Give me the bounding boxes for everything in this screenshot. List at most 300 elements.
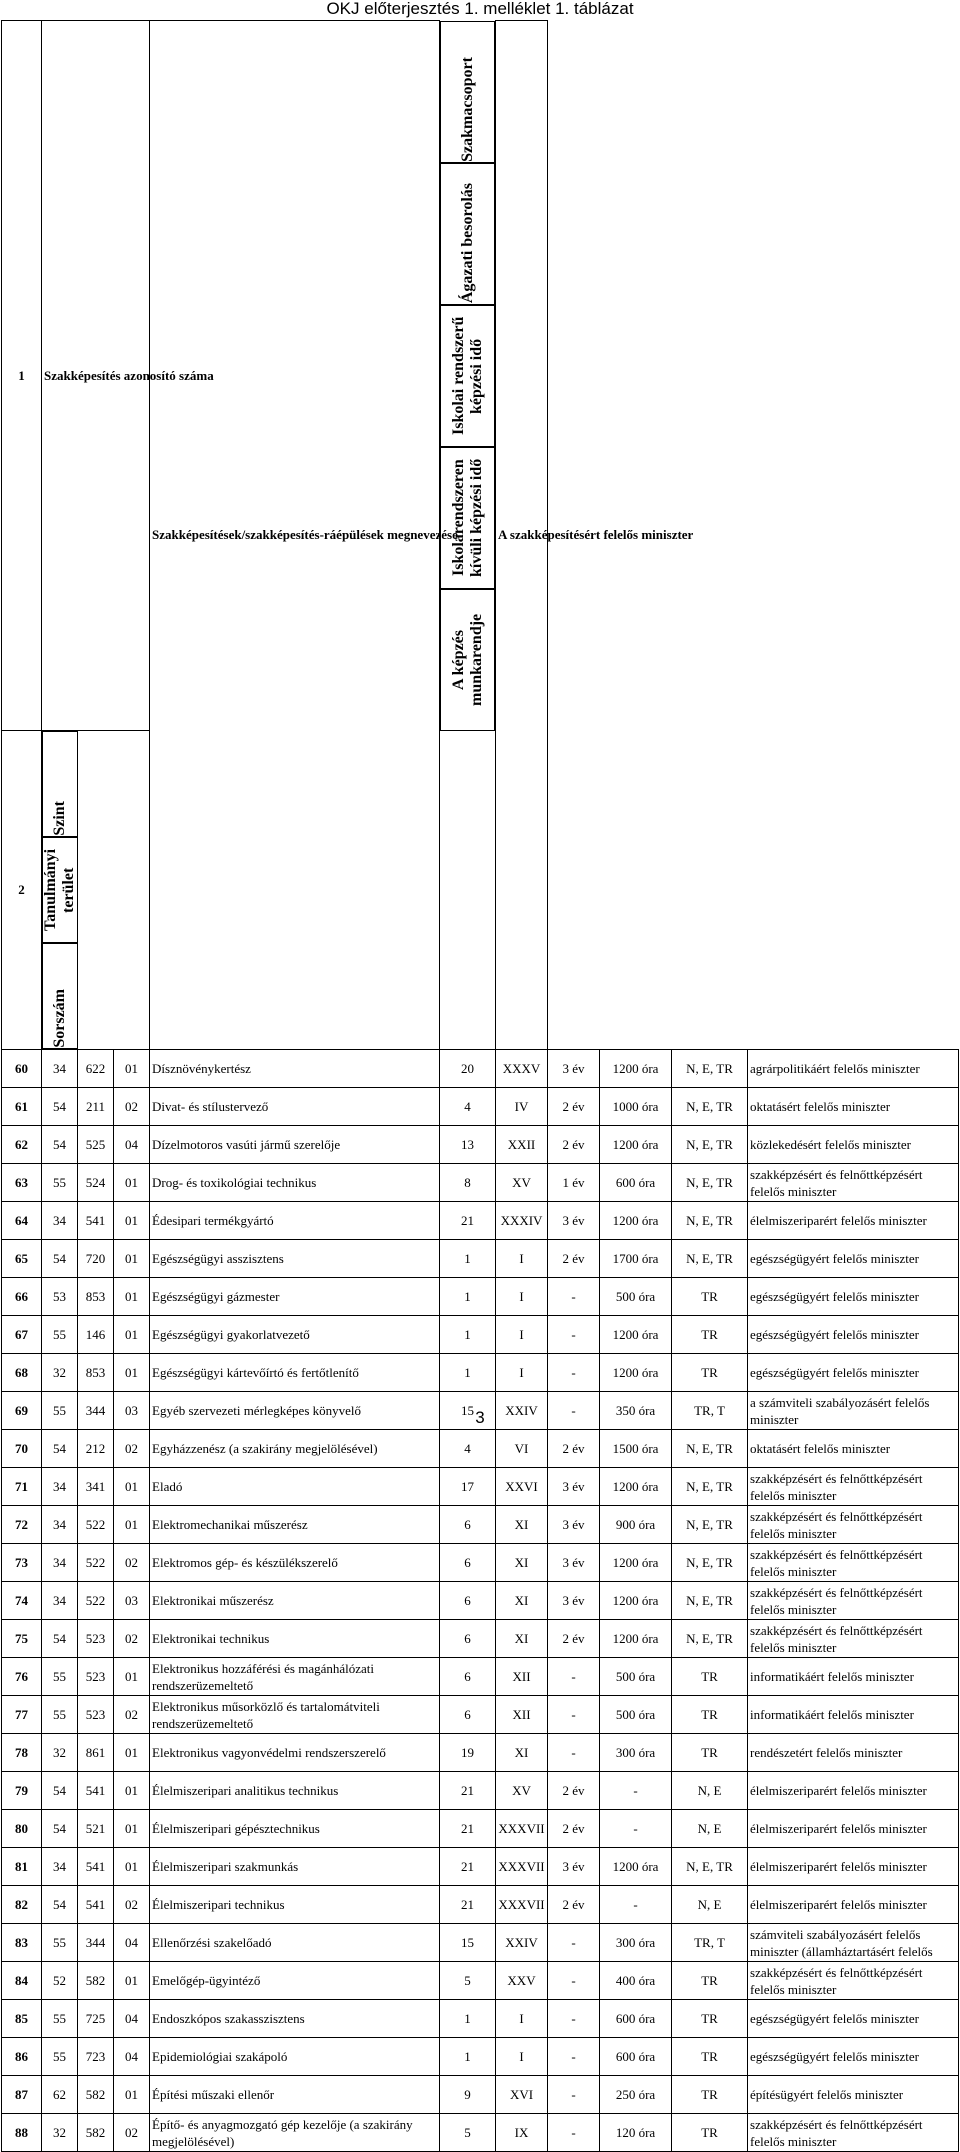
row-number: 62 — [2, 1126, 42, 1164]
szakmacsoport-cell: 6 — [440, 1658, 496, 1696]
qualification-name: Elektromos gép- és készülékszerelő — [150, 1544, 440, 1582]
row-number: 76 — [2, 1658, 42, 1696]
iskolai-ido-cell: 2 év — [548, 1240, 600, 1278]
row-number: 66 — [2, 1278, 42, 1316]
szint-cell: 55 — [42, 1696, 78, 1734]
responsible-minister: élelmiszeriparért felelős miniszter — [748, 1848, 959, 1886]
iskolan-kivuli-ido-cell: 1200 óra — [600, 1468, 672, 1506]
agazati-besorolas-cell: I — [496, 1278, 548, 1316]
qualification-name: Egészségügyi gázmester — [150, 1278, 440, 1316]
agazati-besorolas-cell: XXXVII — [496, 1848, 548, 1886]
munkarend-cell: TR — [672, 1354, 748, 1392]
iskolan-kivuli-ido-cell: 350 óra — [600, 1392, 672, 1430]
qualification-name: Élelmiszeripari analitikus technikus — [150, 1772, 440, 1810]
munkarend-cell: TR, T — [672, 1392, 748, 1430]
munkarend-cell: N, E, TR — [672, 1430, 748, 1468]
szint-cell: 62 — [42, 2076, 78, 2114]
agazati-besorolas-cell: I — [496, 1240, 548, 1278]
header-agazati-besorolas: Ágazati besorolás — [440, 163, 495, 305]
qualification-name: Egészségügyi asszisztens — [150, 1240, 440, 1278]
szakmacsoport-cell: 21 — [440, 1810, 496, 1848]
sorszam-cell: 04 — [114, 2038, 150, 2076]
row-number: 88 — [2, 2114, 42, 2152]
header-iskolarendszeren-kivuli-ido: Iskolarendszeren kívüli képzési idő — [440, 447, 495, 589]
qualification-name: Ellenőrzési szakelőadó — [150, 1924, 440, 1962]
munkarend-cell: TR — [672, 1316, 748, 1354]
responsible-minister: informatikáért felelős miniszter — [748, 1658, 959, 1696]
munkarend-cell: N, E — [672, 1886, 748, 1924]
qualification-name: Endoszkópos szakasszisztens — [150, 2000, 440, 2038]
iskolan-kivuli-ido-cell: 1000 óra — [600, 1088, 672, 1126]
row-number: 65 — [2, 1240, 42, 1278]
szint-cell: 55 — [42, 2000, 78, 2038]
responsible-minister: egészségügyért felelős miniszter — [748, 2038, 959, 2076]
munkarend-cell: N, E, TR — [672, 1506, 748, 1544]
agazati-besorolas-cell: XXXVII — [496, 1886, 548, 1924]
szakmacsoport-cell: 1 — [440, 2000, 496, 2038]
szint-cell: 52 — [42, 1962, 78, 2000]
sorszam-cell: 02 — [114, 1088, 150, 1126]
agazati-besorolas-cell: XI — [496, 1620, 548, 1658]
sorszam-cell: 01 — [114, 1810, 150, 1848]
iskolan-kivuli-ido-cell: 500 óra — [600, 1658, 672, 1696]
szint-cell: 34 — [42, 1544, 78, 1582]
szakmacsoport-cell: 6 — [440, 1544, 496, 1582]
agazati-besorolas-cell: XII — [496, 1696, 548, 1734]
iskolan-kivuli-ido-cell: 1200 óra — [600, 1202, 672, 1240]
szint-cell: 55 — [42, 1658, 78, 1696]
iskolan-kivuli-ido-cell: 1200 óra — [600, 1620, 672, 1658]
row-number: 73 — [2, 1544, 42, 1582]
munkarend-cell: N, E — [672, 1810, 748, 1848]
table-row — [2, 1088, 959, 1126]
szint-cell: 54 — [42, 1126, 78, 1164]
iskolai-ido-cell: 2 év — [548, 1088, 600, 1126]
sorszam-cell: 04 — [114, 1126, 150, 1164]
qualification-name: Elektronikai technikus — [150, 1620, 440, 1658]
responsible-minister: egészségügyért felelős miniszter — [748, 1316, 959, 1354]
agazati-besorolas-cell: I — [496, 2000, 548, 2038]
header-qualification-id: Szakképesítés azonosító száma — [42, 21, 150, 731]
sorszam-cell: 01 — [114, 1772, 150, 1810]
row-number: 78 — [2, 1734, 42, 1772]
szakmacsoport-cell: 5 — [440, 1962, 496, 2000]
iskolan-kivuli-ido-cell: 500 óra — [600, 1278, 672, 1316]
agazati-besorolas-cell: IX — [496, 2114, 548, 2152]
responsible-minister: élelmiszeriparért felelős miniszter — [748, 1886, 959, 1924]
row-number: 67 — [2, 1316, 42, 1354]
qualification-name: Drog- és toxikológiai technikus — [150, 1164, 440, 1202]
table-row — [2, 1658, 959, 1696]
iskolai-ido-cell: 2 év — [548, 1810, 600, 1848]
szint-cell: 54 — [42, 1088, 78, 1126]
table-row — [2, 1582, 959, 1620]
row-number: 84 — [2, 1962, 42, 2000]
szint-cell: 54 — [42, 1810, 78, 1848]
responsible-minister: egészségügyért felelős miniszter — [748, 2000, 959, 2038]
szakmacsoport-cell: 6 — [440, 1506, 496, 1544]
table-row — [2, 1734, 959, 1772]
tanulmanyi-terulet-cell: 146 — [78, 1316, 114, 1354]
tanulmanyi-terulet-cell: 861 — [78, 1734, 114, 1772]
row-number: 64 — [2, 1202, 42, 1240]
agazati-besorolas-cell: XI — [496, 1544, 548, 1582]
agazati-besorolas-cell: I — [496, 2038, 548, 2076]
iskolan-kivuli-ido-cell: 250 óra — [600, 2076, 672, 2114]
table-row — [2, 1126, 959, 1164]
agazati-besorolas-cell: XXXV — [496, 1050, 548, 1088]
munkarend-cell: N, E, TR — [672, 1164, 748, 1202]
qualification-name: Elektronikus vagyonvédelmi rendszerszerelő — [150, 1734, 440, 1772]
sorszam-cell: 01 — [114, 1468, 150, 1506]
iskolai-ido-cell: 3 év — [548, 1202, 600, 1240]
qualification-name: Egyéb szervezeti mérlegképes könyvelő — [150, 1392, 440, 1430]
sorszam-cell: 02 — [114, 1886, 150, 1924]
iskolai-ido-cell: - — [548, 1316, 600, 1354]
munkarend-cell: TR — [672, 1734, 748, 1772]
szakmacsoport-cell: 8 — [440, 1164, 496, 1202]
qualification-name: Építési műszaki ellenőr — [150, 2076, 440, 2114]
szint-cell: 32 — [42, 1734, 78, 1772]
sorszam-cell: 02 — [114, 2114, 150, 2152]
table-row — [2, 1810, 959, 1848]
iskolan-kivuli-ido-cell: 300 óra — [600, 1734, 672, 1772]
iskolai-ido-cell: 3 év — [548, 1848, 600, 1886]
responsible-minister: agrárpolitikáért felelős miniszter — [748, 1050, 959, 1088]
sorszam-cell: 04 — [114, 2000, 150, 2038]
iskolan-kivuli-ido-cell: 1200 óra — [600, 1050, 672, 1088]
row-number: 85 — [2, 2000, 42, 2038]
iskolan-kivuli-ido-cell: 300 óra — [600, 1924, 672, 1962]
sorszam-cell: 01 — [114, 1506, 150, 1544]
iskolan-kivuli-ido-cell: 120 óra — [600, 2114, 672, 2152]
munkarend-cell: N, E — [672, 1772, 748, 1810]
iskolai-ido-cell: - — [548, 1696, 600, 1734]
szint-cell: 53 — [42, 1278, 78, 1316]
page-number: 3 — [475, 1408, 485, 1427]
szint-cell: 54 — [42, 1240, 78, 1278]
qualification-name: Dísznövénykertész — [150, 1050, 440, 1088]
agazati-besorolas-cell: XXXVII — [496, 1810, 548, 1848]
szint-cell: 32 — [42, 2114, 78, 2152]
sorszam-cell: 01 — [114, 1050, 150, 1088]
agazati-besorolas-cell: XXIV — [496, 1392, 548, 1430]
tanulmanyi-terulet-cell: 582 — [78, 2076, 114, 2114]
agazati-besorolas-cell: XV — [496, 1164, 548, 1202]
iskolan-kivuli-ido-cell: 600 óra — [600, 2000, 672, 2038]
szakmacsoport-cell: 21 — [440, 1886, 496, 1924]
munkarend-cell: TR — [672, 2000, 748, 2038]
qualification-name: Epidemiológiai szakápoló — [150, 2038, 440, 2076]
qualification-name: Divat- és stílustervező — [150, 1088, 440, 1126]
munkarend-cell: TR, T — [672, 1924, 748, 1962]
tanulmanyi-terulet-cell: 582 — [78, 1962, 114, 2000]
szakmacsoport-cell: 4 — [440, 1430, 496, 1468]
szint-cell: 55 — [42, 1316, 78, 1354]
qualification-name: Élelmiszeripari gépésztechnikus — [150, 1810, 440, 1848]
table-row — [2, 1544, 959, 1582]
table-row — [2, 1924, 959, 1962]
sorszam-cell: 01 — [114, 1848, 150, 1886]
sorszam-cell: 01 — [114, 1658, 150, 1696]
qualification-name: Élelmiszeripari technikus — [150, 1886, 440, 1924]
agazati-besorolas-cell: XXII — [496, 1126, 548, 1164]
szakmacsoport-cell: 21 — [440, 1772, 496, 1810]
responsible-minister: szakképzésért és felnőttképzésért felelős miniszter — [748, 1468, 959, 1506]
tanulmanyi-terulet-cell: 525 — [78, 1126, 114, 1164]
table-row — [2, 1316, 959, 1354]
szakmacsoport-cell: 21 — [440, 1848, 496, 1886]
tanulmanyi-terulet-cell: 523 — [78, 1620, 114, 1658]
table-row — [2, 2076, 959, 2114]
responsible-minister: közlekedésért felelős miniszter — [748, 1126, 959, 1164]
munkarend-cell: TR — [672, 1962, 748, 2000]
sorszam-cell: 01 — [114, 1962, 150, 2000]
sorszam-cell: 02 — [114, 1430, 150, 1468]
szint-cell: 54 — [42, 1886, 78, 1924]
qualification-table — [1, 20, 959, 2152]
munkarend-cell: TR — [672, 1658, 748, 1696]
table-row — [2, 1050, 959, 1088]
row-number: 60 — [2, 1050, 42, 1088]
header-szint: Szint — [42, 731, 78, 837]
header-row-1 — [2, 21, 959, 731]
szakmacsoport-cell: 20 — [440, 1050, 496, 1088]
table-row — [2, 1506, 959, 1544]
row-number: 82 — [2, 1886, 42, 1924]
szakmacsoport-cell: 4 — [440, 1088, 496, 1126]
sorszam-cell: 01 — [114, 1278, 150, 1316]
agazati-besorolas-cell: XV — [496, 1772, 548, 1810]
iskolan-kivuli-ido-cell: 400 óra — [600, 1962, 672, 2000]
header-qualification-name: Szakképesítések/szakképesítés-ráépülések megnevezése — [150, 21, 440, 1050]
responsible-minister: építésügyért felelős miniszter — [748, 2076, 959, 2114]
iskolai-ido-cell: 1 év — [548, 1164, 600, 1202]
munkarend-cell: N, E, TR — [672, 1468, 748, 1506]
responsible-minister: szakképzésért és felnőttképzésért felelős miniszter — [748, 1962, 959, 2000]
agazati-besorolas-cell: XI — [496, 1734, 548, 1772]
agazati-besorolas-cell: XXVI — [496, 1468, 548, 1506]
responsible-minister: egészségügyért felelős miniszter — [748, 1278, 959, 1316]
sorszam-cell: 01 — [114, 1316, 150, 1354]
document-title: OKJ előterjesztés 1. melléklet 1. táblázat — [326, 0, 634, 18]
iskolan-kivuli-ido-cell: 1200 óra — [600, 1582, 672, 1620]
iskolan-kivuli-ido-cell: 1200 óra — [600, 1316, 672, 1354]
table-row — [2, 1772, 959, 1810]
agazati-besorolas-cell: I — [496, 1316, 548, 1354]
iskolai-ido-cell: - — [548, 1392, 600, 1430]
munkarend-cell: TR — [672, 1278, 748, 1316]
sorszam-cell: 03 — [114, 1392, 150, 1430]
szint-cell: 54 — [42, 1430, 78, 1468]
agazati-besorolas-cell: XII — [496, 1658, 548, 1696]
iskolan-kivuli-ido-cell: 1500 óra — [600, 1430, 672, 1468]
szint-cell: 34 — [42, 1468, 78, 1506]
tanulmanyi-terulet-cell: 541 — [78, 1202, 114, 1240]
tanulmanyi-terulet-cell: 212 — [78, 1430, 114, 1468]
iskolan-kivuli-ido-cell: 1200 óra — [600, 1126, 672, 1164]
munkarend-cell: N, E, TR — [672, 1620, 748, 1658]
iskolai-ido-cell: - — [548, 2000, 600, 2038]
munkarend-cell: TR — [672, 1696, 748, 1734]
szakmacsoport-cell: 1 — [440, 1316, 496, 1354]
iskolai-ido-cell: - — [548, 2114, 600, 2152]
row-number: 74 — [2, 1582, 42, 1620]
iskolai-ido-cell: 3 év — [548, 1050, 600, 1088]
iskolan-kivuli-ido-cell: 1200 óra — [600, 1354, 672, 1392]
responsible-minister: szakképzésért és felnőttképzésért felelős miniszter — [748, 1544, 959, 1582]
agazati-besorolas-cell: VI — [496, 1430, 548, 1468]
tanulmanyi-terulet-cell: 521 — [78, 1810, 114, 1848]
table-row — [2, 1468, 959, 1506]
table-row — [2, 1696, 959, 1734]
szakmacsoport-cell: 5 — [440, 2114, 496, 2152]
row-number: 63 — [2, 1164, 42, 1202]
qualification-name: Elektronikus műsorközlő és tartalomátviteli rendszerüzemeltető — [150, 1696, 440, 1734]
row-number: 69 — [2, 1392, 42, 1430]
agazati-besorolas-cell: XI — [496, 1582, 548, 1620]
szakmacsoport-cell: 1 — [440, 1278, 496, 1316]
szint-cell: 54 — [42, 1772, 78, 1810]
iskolai-ido-cell: 2 év — [548, 1772, 600, 1810]
sorszam-cell: 01 — [114, 1202, 150, 1240]
sorszam-cell: 01 — [114, 1164, 150, 1202]
table-row — [2, 1240, 959, 1278]
qualification-name: Egészségügyi gyakorlatvezető — [150, 1316, 440, 1354]
qualification-name: Emelőgép-ügyintéző — [150, 1962, 440, 2000]
iskolan-kivuli-ido-cell: - — [600, 1886, 672, 1924]
qualification-name: Eladó — [150, 1468, 440, 1506]
munkarend-cell: TR — [672, 2114, 748, 2152]
row-number: 75 — [2, 1620, 42, 1658]
table-row — [2, 1164, 959, 1202]
responsible-minister: élelmiszeriparért felelős miniszter — [748, 1772, 959, 1810]
row-number: 83 — [2, 1924, 42, 1962]
row-number: 68 — [2, 1354, 42, 1392]
munkarend-cell: N, E, TR — [672, 1126, 748, 1164]
szakmacsoport-cell: 1 — [440, 2038, 496, 2076]
header-munkarend: A képzés munkarendje — [440, 589, 495, 731]
szakmacsoport-cell: 6 — [440, 1696, 496, 1734]
iskolai-ido-cell: - — [548, 1962, 600, 2000]
qualification-name: Elektromechanikai műszerész — [150, 1506, 440, 1544]
tanulmanyi-terulet-cell: 522 — [78, 1544, 114, 1582]
responsible-minister: szakképzésért és felnőttképzésért felelős miniszter — [748, 1506, 959, 1544]
tanulmanyi-terulet-cell: 524 — [78, 1164, 114, 1202]
iskolai-ido-cell: 3 év — [548, 1506, 600, 1544]
sorszam-cell: 01 — [114, 1354, 150, 1392]
szakmacsoport-cell: 13 — [440, 1126, 496, 1164]
qualification-name: Építő- és anyagmozgató gép kezelője (a szakirány megjelölésével) — [150, 2114, 440, 2152]
tanulmanyi-terulet-cell: 522 — [78, 1506, 114, 1544]
tanulmanyi-terulet-cell: 720 — [78, 1240, 114, 1278]
header-tanulmanyi-terulet: Tanulmányi terület — [42, 837, 78, 943]
iskolai-ido-cell: 2 év — [548, 1126, 600, 1164]
szakmacsoport-cell: 6 — [440, 1582, 496, 1620]
agazati-besorolas-cell: IV — [496, 1088, 548, 1126]
iskolai-ido-cell: - — [548, 1658, 600, 1696]
munkarend-cell: N, E, TR — [672, 1240, 748, 1278]
table-row — [2, 2000, 959, 2038]
header-responsible-minister: A szakképesítésért felelős miniszter — [496, 21, 548, 1050]
iskolan-kivuli-ido-cell: 900 óra — [600, 1506, 672, 1544]
responsible-minister: oktatásért felelős miniszter — [748, 1430, 959, 1468]
tanulmanyi-terulet-cell: 541 — [78, 1848, 114, 1886]
qualification-name: Egyházzenész (a szakirány megjelölésével) — [150, 1430, 440, 1468]
table-row — [2, 1278, 959, 1316]
agazati-besorolas-cell: XXXIV — [496, 1202, 548, 1240]
munkarend-cell: N, E, TR — [672, 1544, 748, 1582]
iskolan-kivuli-ido-cell: - — [600, 1772, 672, 1810]
sorszam-cell: 01 — [114, 1734, 150, 1772]
iskolai-ido-cell: - — [548, 1278, 600, 1316]
szint-cell: 55 — [42, 1392, 78, 1430]
row-number: 80 — [2, 1810, 42, 1848]
table-row — [2, 2114, 959, 2152]
munkarend-cell: TR — [672, 2076, 748, 2114]
tanulmanyi-terulet-cell: 853 — [78, 1354, 114, 1392]
szint-cell: 34 — [42, 1848, 78, 1886]
munkarend-cell: TR — [672, 2038, 748, 2076]
row-number: 79 — [2, 1772, 42, 1810]
header-iskolai-kepzesi-ido: Iskolai rendszerű képzési idő — [440, 305, 495, 447]
tanulmanyi-terulet-cell: 522 — [78, 1582, 114, 1620]
tanulmanyi-terulet-cell: 725 — [78, 2000, 114, 2038]
row-number: 61 — [2, 1088, 42, 1126]
szakmacsoport-cell: 6 — [440, 1620, 496, 1658]
sorszam-cell: 01 — [114, 1240, 150, 1278]
qualification-name: Elektronikus hozzáférési és magánhálózati rendszerüzemeltető — [150, 1658, 440, 1696]
szakmacsoport-cell: 15 — [440, 1392, 496, 1430]
table-row — [2, 2038, 959, 2076]
iskolai-ido-cell: - — [548, 2038, 600, 2076]
iskolan-kivuli-ido-cell: 600 óra — [600, 2038, 672, 2076]
szint-cell: 34 — [42, 1582, 78, 1620]
iskolai-ido-cell: - — [548, 1734, 600, 1772]
responsible-minister: egészségügyért felelős miniszter — [748, 1240, 959, 1278]
szint-cell: 34 — [42, 1202, 78, 1240]
szakmacsoport-cell: 17 — [440, 1468, 496, 1506]
qualification-name: Dízelmotoros vasúti jármű szerelője — [150, 1126, 440, 1164]
szint-cell: 54 — [42, 1620, 78, 1658]
table-row — [2, 1962, 959, 2000]
table-row — [2, 1354, 959, 1392]
responsible-minister: informatikáért felelős miniszter — [748, 1696, 959, 1734]
iskolai-ido-cell: 3 év — [548, 1468, 600, 1506]
iskolai-ido-cell: - — [548, 1354, 600, 1392]
sorszam-cell: 01 — [114, 2076, 150, 2114]
iskolai-ido-cell: 3 év — [548, 1544, 600, 1582]
tanulmanyi-terulet-cell: 582 — [78, 2114, 114, 2152]
tanulmanyi-terulet-cell: 541 — [78, 1772, 114, 1810]
tanulmanyi-terulet-cell: 344 — [78, 1392, 114, 1430]
agazati-besorolas-cell: XXIV — [496, 1924, 548, 1962]
responsible-minister: szakképzésért és felnőttképzésért felelős miniszter — [748, 1582, 959, 1620]
iskolan-kivuli-ido-cell: 1200 óra — [600, 1848, 672, 1886]
table-row — [2, 1886, 959, 1924]
row-number: 71 — [2, 1468, 42, 1506]
agazati-besorolas-cell: XXV — [496, 1962, 548, 2000]
tanulmanyi-terulet-cell: 723 — [78, 2038, 114, 2076]
szint-cell: 55 — [42, 1924, 78, 1962]
iskolan-kivuli-ido-cell: 1200 óra — [600, 1544, 672, 1582]
tanulmanyi-terulet-cell: 853 — [78, 1278, 114, 1316]
tanulmanyi-terulet-cell: 622 — [78, 1050, 114, 1088]
iskolan-kivuli-ido-cell: - — [600, 1810, 672, 1848]
sorszam-cell: 02 — [114, 1620, 150, 1658]
agazati-besorolas-cell: I — [496, 1354, 548, 1392]
sorszam-cell: 02 — [114, 1544, 150, 1582]
